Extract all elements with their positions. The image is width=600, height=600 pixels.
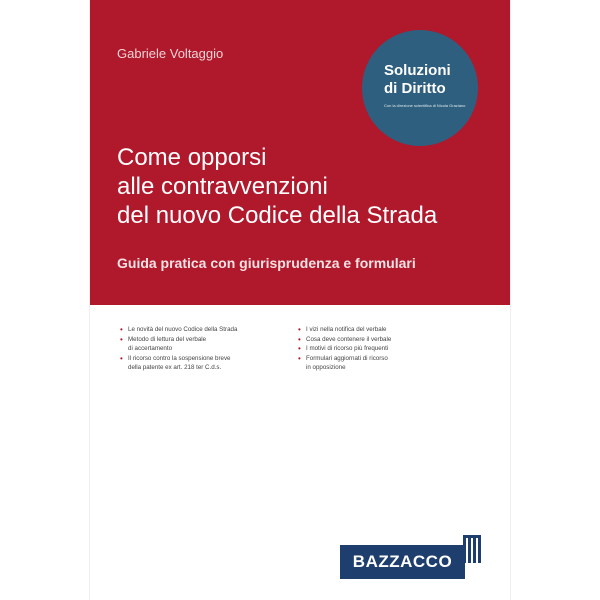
- list-item: • Cosa deve contenere il verbale: [298, 335, 468, 345]
- list-item-continuation: di accertamento: [128, 345, 173, 352]
- list-item-continuation: in opposizione: [306, 364, 346, 371]
- list-item: • I vizi nella notifica del verbale: [298, 325, 468, 335]
- feature-list-right: [298, 325, 468, 373]
- series-seal: [362, 30, 478, 146]
- list-item: • Formulari aggiornati di ricorso: [298, 354, 468, 364]
- title-band: [90, 0, 510, 305]
- publisher-logo-mark: [463, 535, 481, 563]
- title-line-3: del nuovo Codice della Strada: [117, 202, 438, 229]
- author-name: Gabriele Voltaggio: [117, 46, 224, 61]
- feature-list-left: [120, 325, 295, 373]
- series-title-line-2: di Diritto: [384, 80, 446, 97]
- book-cover: [90, 0, 510, 600]
- book-title: [117, 143, 487, 230]
- list-item-continuation: della patente ex art. 218 ter C.d.s.: [128, 364, 222, 371]
- list-item: • Il ricorso contro la sospensione breve: [120, 354, 295, 364]
- book-subtitle: Guida pratica con giurisprudenza e formulari: [117, 255, 416, 271]
- list-item: • Le novità del nuovo Codice della Strada: [120, 325, 295, 335]
- list-item: • I motivi di ricorso più frequenti: [298, 344, 468, 354]
- series-subline: Con la direzione scientifica di Nicola Graziano: [384, 103, 466, 108]
- title-line-2: alle contravvenzioni: [117, 173, 328, 200]
- publisher-logo: BAZZACCO: [340, 545, 465, 579]
- list-item: • Metodo di lettura del verbale: [120, 335, 295, 345]
- title-line-1: Come opporsi: [117, 144, 267, 171]
- series-title-line-1: Soluzioni: [384, 62, 451, 79]
